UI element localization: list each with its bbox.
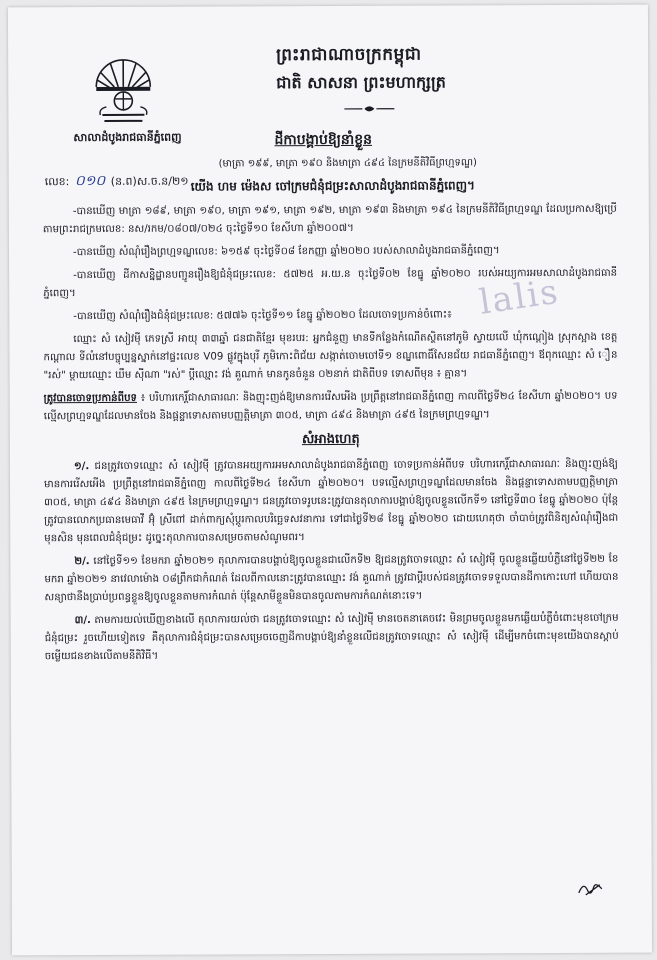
consideration-item: -បានឃើញ សំណុំរឿងព្រហ្មទណ្ឌលេខ: ៦១៥៩ ចុះថ្ងៃទី០៨ ខែកញ្ញា ឆ្នាំ២០២០ របស់សាលាដំបូងរាជធានីភ្នំពេញ។ [72,245,500,259]
ref-suffix: (ន.ព)ស.ច.ន/២១ [107,174,189,188]
reason-text: នៅថ្ងៃទី១១ ខែមករា ឆ្នាំ២០២១ តុលាការបានបង្គាប់ឱ្យចូលខ្លួនជាលើកទី២ ឱ្យជនត្រូវចោទឈ្មោះ សំ សៀវម៉ី ចូលខ្លួនឆ្លើយបំភ្លឺនៅថ្ងៃទី២២ ខែមករា ឆ្នាំ២០២១ នាវេលាម៉ោង ០៨ព្រឹកជាកំណត់ ដែលពីកាលនោះត្រូវបានឈ្មោះ វង់ គួណាក់ ត្រូវជាប្ដីរបស់ជនត្រូវចោទទទួលបានដីកាកោះហៅ ហើយបានសន្យាថានឹងប្រាប់ប្រពន្ធខ្លួនឱ្យចូលខ្លួនតាមការកំណត់ ប៉ុន្តែសាមីខ្លួនមិនបានចូលតាមការកំណត់នោះទេ។ [44,553,619,604]
consideration-item: -បានឃើញ ដីកាសន្និដ្ឋានបញ្ជូនរឿងឱ្យជំនុំជម្រះលេខ: ៥៧២៥ អ.យ.ន ចុះថ្ងៃទី០២ ខែធ្នូ ឆ្នាំ២០២០ របស់អយ្យការអមសាលាដំបូងរាជធានីភ្នំពេញ។ [43,267,618,300]
kingdom-heading: ព្រះរាជាណាចក្រកម្ពុជា [276,44,422,66]
reason-item [45,610,619,667]
accused-description: ឈ្មោះ សំ សៀវម៉ី ភេទស្រី អាយុ ៣៣ឆ្នាំ ជនជាតិខ្មែរ មុខរបរ: អ្នកជំនួញ មានទីកន្លែងកំណើតស្ថិតនៅភូមិ ស្វាយលើ ឃុំកណ្ដៀង ស្រុកស្អាង ខេត្តកណ្ដាល ទីលំនៅបច្ចុប្បន្នស្នាក់នៅផ្ទះលេខ V09 ផ្លូវក្នុងបុរី ភូមិកោះពិជ័យ សង្កាត់ចោមចៅទី១ ខណ្ឌពោធិ៍សែនជ័យ រាជធានីភ្នំពេញ។ ឪពុកឈ្មោះ សំ ឿន "រស់" ម្ដាយឈ្មោះ ឃឹម ស៊ីណា "រស់" ប្ដីឈ្មោះ វង់ គួណាក់ មានកូនចំនួន ០២នាក់ ជាតិពីបទ ទោសពីមុន ៖ គ្មាន។ [43,331,618,382]
initial-signature-icon [576,879,606,899]
document-body [43,201,619,672]
document-title: ដីកាបង្គាប់ឱ្យនាំខ្លួន [274,131,373,149]
reason-item [44,551,618,608]
judge-line: យើង ហម ម៉េងស ចៅក្រមជំនុំជម្រះសាលាដំបូងរាជធានីភ្នំពេញ។ [190,178,475,194]
faint-watermark: lalis [476,271,563,323]
legal-basis: (មាត្រា ១៩៩, មាត្រា ១៩០ និងមាត្រា ៤៩៤ នៃក្រមនីតិវិធីព្រហ្មទណ្ឌ) [218,157,477,170]
ref-number-handwritten: ០១០ [74,172,106,190]
reason-number: ៣/. [74,615,91,627]
reason-number: ១/. [73,461,90,473]
charge-text: ៖ បរិហារកេរ្តិ៍ជាសាធារណៈ និងញុះញង់ឱ្យមានការរើសអើង ប្រព្រឹត្តនៅរាជធានីភ្នំពេញ កាលពីថ្ងៃទី២៤ ខែសីហា ឆ្នាំ២០២០។ បទល្មើសព្រហ្មទណ្ឌដែលមានចែង និងផ្ដន្ទាទោសតាមបញ្ញត្តិមាត្រា ៣០៥, មាត្រា ៤៩៤ និងមាត្រា ៤៩៥ នៃក្រមព្រហ្មទណ្ឌ។ [43,390,618,423]
ref-label: លេខ: [44,175,73,189]
ornament-divider-icon [342,104,396,114]
reference-number [45,171,189,193]
court-emblem-icon [88,47,158,133]
reason-text: ជនត្រូវចោទឈ្មោះ សំ សៀវម៉ី ត្រូវបានអយ្យការអមសាលាដំបូងរាជធានីភ្នំពេញ ចោទប្រកាន់អំពីបទ បរិហារកេរ្តិ៍ជាសាធារណៈ និងញុះញង់ឱ្យមានការរើសអើង ប្រព្រឹត្តនៅរាជធានីភ្នំពេញ កាលពីថ្ងៃទី២៤ ខែសីហា ឆ្នាំ២០២០។ បទល្មើសព្រហ្មទណ្ឌដែលមានចែង និងផ្ដន្ទាទោសតាមបញ្ញត្តិមាត្រា ៣០៥, មាត្រា ៤៩៤ និងមាត្រា ៤៩៥ នៃក្រមព្រហ្មទណ្ឌ។ ជនត្រូវចោទរូបនេះត្រូវបានតុលាការបង្គាប់ឱ្យចូលខ្លួនលើកទី១ នៅថ្ងៃទី៣០ ខែធ្នូ ឆ្នាំ២០២០ ប៉ុន្តែត្រូវបានលោកប្រធានមេធាវី អ៊ុំ ស្រីពៅ ដាក់ពាក្យសុំប្ដូរកាលបរិច្ឆេទសវនាការ ទៅជាថ្ងៃទី២៨ ខែធ្នូ ឆ្នាំ២០២០ ដោយហេតុថា ចាំបាច់ត្រូវពិនិត្យសំណុំរឿងជាមុនសិន មុនពេលជំនុំជម្រះ ដូច្នេះតុលាការបានសម្រេចតាមសំណូមពរ។ [43,458,619,545]
consideration-item: -បានឃើញ មាត្រា ១៨៩, មាត្រា ១៩០, មាត្រា ១៩១, មាត្រា ១៩២, មាត្រា ១៩៣ និងមាត្រា ១៩៤ នៃក្រមនីតិវិធីព្រហ្មទណ្ឌ ដែលប្រកាសឱ្យប្រើតាមព្រះរាជក្រមលេខ: នស/រកម/០៨០៧/០២៤ ចុះថ្ងៃទី១០ ខែសីហា ឆ្នាំ២០០៧។ [42,203,617,236]
consideration-item: -បានឃើញ សំណុំរឿងជំនុំជម្រះលេខ: ៥៧៧៦ ចុះថ្ងៃទី១១ ខែធ្នូ ឆ្នាំ២០២០ ដែលចោទប្រកាន់ចំពោះ៖ [73,309,452,323]
national-motto: ជាតិ សាសនា ព្រះមហាក្សត្រ [276,72,446,93]
reason-item [44,456,618,549]
charge-label: ត្រូវបានចោទប្រកាន់ពីបទ [43,392,138,405]
section-title: សំអាងហេតុ [301,431,360,448]
reason-text: តាមការយល់ឃើញខាងលើ តុលាការយល់ថា ជនត្រូវចោទឈ្មោះ សំ សៀវម៉ី មានចេតនាគេចវេះ មិនព្រមចូលខ្លួនមកឆ្លើយបំភ្លឺចំពោះមុខចៅក្រមជំនុំជម្រះ រួចហើយទៀតទេ គឺតុលាការជំនុំជម្រះបានសម្រេចចេញដីកាបង្គាប់ឱ្យនាំខ្លួនលើជនត្រូវចោទឈ្មោះ សំ សៀវម៉ី ដើម្បីមកចំពោះមុខយើងបានស្ដាប់ចម្លើយជនខាងលើតាមនីតិវិធី។ [44,612,619,663]
charge-paragraph [44,388,618,427]
court-name: សាលាដំបូងរាជធានីភ្នំពេញ [73,130,182,145]
document-page [8,5,652,956]
reason-number: ២/. [74,556,90,568]
